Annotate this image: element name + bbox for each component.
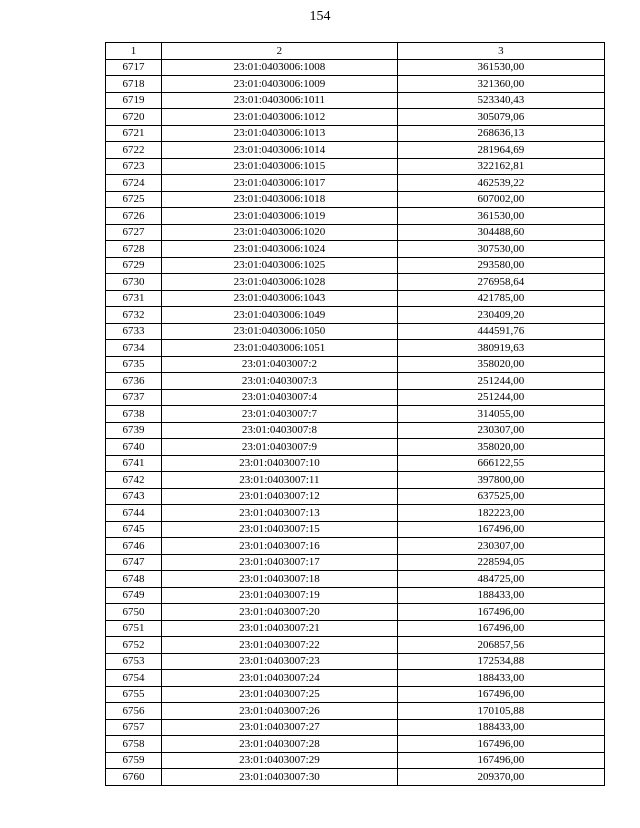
- cell-row-number: 6744: [106, 505, 162, 522]
- cell-value: 361530,00: [397, 208, 604, 225]
- cell-value: 167496,00: [397, 752, 604, 769]
- header-row: [106, 43, 605, 60]
- cell-value: 397800,00: [397, 472, 604, 489]
- cell-row-number: 6726: [106, 208, 162, 225]
- cell-value: 251244,00: [397, 389, 604, 406]
- cell-value: 307530,00: [397, 241, 604, 258]
- cell-row-number: 6727: [106, 224, 162, 241]
- table-row: [106, 653, 605, 670]
- table-row: [106, 109, 605, 126]
- cell-value: 666122,55: [397, 455, 604, 472]
- cell-value: 314055,00: [397, 406, 604, 423]
- cell-cadastral-number: 23:01:0403006:1019: [162, 208, 398, 225]
- cell-row-number: 6729: [106, 257, 162, 274]
- cell-value: 251244,00: [397, 373, 604, 390]
- cell-cadastral-number: 23:01:0403007:30: [162, 769, 398, 786]
- cell-row-number: 6742: [106, 472, 162, 489]
- cell-cadastral-number: 23:01:0403007:9: [162, 439, 398, 456]
- cell-cadastral-number: 23:01:0403006:1012: [162, 109, 398, 126]
- cell-cadastral-number: 23:01:0403007:19: [162, 587, 398, 604]
- cell-value: 206857,56: [397, 637, 604, 654]
- table-row: [106, 736, 605, 753]
- table-row: [106, 505, 605, 522]
- table-row: [106, 224, 605, 241]
- cell-value: 322162,81: [397, 158, 604, 175]
- table-row: [106, 703, 605, 720]
- table-row: [106, 340, 605, 357]
- table-row: [106, 208, 605, 225]
- cell-value: 358020,00: [397, 356, 604, 373]
- cell-value: 167496,00: [397, 604, 604, 621]
- table-row: [106, 604, 605, 621]
- table-row: [106, 587, 605, 604]
- cell-cadastral-number: 23:01:0403007:7: [162, 406, 398, 423]
- cell-row-number: 6737: [106, 389, 162, 406]
- table-row: [106, 373, 605, 390]
- table-row: [106, 59, 605, 76]
- table-row: [106, 356, 605, 373]
- cell-row-number: 6751: [106, 620, 162, 637]
- cell-row-number: 6739: [106, 422, 162, 439]
- cell-row-number: 6757: [106, 719, 162, 736]
- cell-cadastral-number: 23:01:0403007:20: [162, 604, 398, 621]
- cell-row-number: 6734: [106, 340, 162, 357]
- cell-row-number: 6743: [106, 488, 162, 505]
- cell-row-number: 6721: [106, 125, 162, 142]
- cell-value: 170105,88: [397, 703, 604, 720]
- cell-value: 230307,00: [397, 538, 604, 555]
- table-row: [106, 274, 605, 291]
- cell-cadastral-number: 23:01:0403007:26: [162, 703, 398, 720]
- cell-cadastral-number: 23:01:0403007:29: [162, 752, 398, 769]
- table-row: [106, 752, 605, 769]
- cell-cadastral-number: 23:01:0403007:11: [162, 472, 398, 489]
- cell-row-number: 6735: [106, 356, 162, 373]
- cell-row-number: 6748: [106, 571, 162, 588]
- cell-value: 172534,88: [397, 653, 604, 670]
- cell-value: 361530,00: [397, 59, 604, 76]
- cell-value: 358020,00: [397, 439, 604, 456]
- cell-row-number: 6747: [106, 554, 162, 571]
- table-row: [106, 719, 605, 736]
- cell-value: 321360,00: [397, 76, 604, 93]
- cell-cadastral-number: 23:01:0403006:1049: [162, 307, 398, 324]
- cell-value: 209370,00: [397, 769, 604, 786]
- table-row: [106, 670, 605, 687]
- table-row: [106, 686, 605, 703]
- cell-row-number: 6733: [106, 323, 162, 340]
- cell-row-number: 6749: [106, 587, 162, 604]
- cell-value: 607002,00: [397, 191, 604, 208]
- cell-cadastral-number: 23:01:0403006:1014: [162, 142, 398, 159]
- cell-row-number: 6728: [106, 241, 162, 258]
- cell-value: 484725,00: [397, 571, 604, 588]
- cell-row-number: 6725: [106, 191, 162, 208]
- table-row: [106, 307, 605, 324]
- cell-row-number: 6754: [106, 670, 162, 687]
- table-row: [106, 142, 605, 159]
- cell-row-number: 6740: [106, 439, 162, 456]
- cell-row-number: 6719: [106, 92, 162, 109]
- cell-cadastral-number: 23:01:0403007:23: [162, 653, 398, 670]
- table-row: [106, 571, 605, 588]
- cell-value: 167496,00: [397, 620, 604, 637]
- table-row: [106, 257, 605, 274]
- column-header-number: 1: [106, 43, 162, 60]
- cell-cadastral-number: 23:01:0403007:4: [162, 389, 398, 406]
- cell-row-number: 6720: [106, 109, 162, 126]
- cell-value: 167496,00: [397, 736, 604, 753]
- cell-cadastral-number: 23:01:0403007:13: [162, 505, 398, 522]
- column-header-cadastral-number: 2: [162, 43, 398, 60]
- cell-value: 462539,22: [397, 175, 604, 192]
- cell-row-number: 6730: [106, 274, 162, 291]
- table-row: [106, 241, 605, 258]
- cell-cadastral-number: 23:01:0403006:1013: [162, 125, 398, 142]
- cell-row-number: 6722: [106, 142, 162, 159]
- table-row: [106, 554, 605, 571]
- cell-cadastral-number: 23:01:0403006:1015: [162, 158, 398, 175]
- cell-cadastral-number: 23:01:0403007:12: [162, 488, 398, 505]
- table-row: [106, 158, 605, 175]
- cell-cadastral-number: 23:01:0403006:1028: [162, 274, 398, 291]
- cell-value: 188433,00: [397, 670, 604, 687]
- cell-row-number: 6724: [106, 175, 162, 192]
- table-row: [106, 521, 605, 538]
- cell-cadastral-number: 23:01:0403006:1020: [162, 224, 398, 241]
- cell-value: 523340,43: [397, 92, 604, 109]
- cell-row-number: 6755: [106, 686, 162, 703]
- cell-value: 230409,20: [397, 307, 604, 324]
- page-number: 154: [309, 9, 331, 24]
- cell-cadastral-number: 23:01:0403007:28: [162, 736, 398, 753]
- table-row: [106, 389, 605, 406]
- table-row: [106, 472, 605, 489]
- cell-row-number: 6732: [106, 307, 162, 324]
- cell-cadastral-number: 23:01:0403006:1025: [162, 257, 398, 274]
- cell-row-number: 6723: [106, 158, 162, 175]
- cell-value: 188433,00: [397, 587, 604, 604]
- cadastral-value-table: [105, 42, 605, 786]
- cell-value: 304488,60: [397, 224, 604, 241]
- cell-cadastral-number: 23:01:0403007:17: [162, 554, 398, 571]
- cell-cadastral-number: 23:01:0403006:1008: [162, 59, 398, 76]
- cell-cadastral-number: 23:01:0403006:1009: [162, 76, 398, 93]
- cell-row-number: 6758: [106, 736, 162, 753]
- table-row: [106, 439, 605, 456]
- table-row: [106, 290, 605, 307]
- cell-cadastral-number: 23:01:0403007:21: [162, 620, 398, 637]
- cell-value: 444591,76: [397, 323, 604, 340]
- cell-value: 276958,64: [397, 274, 604, 291]
- table-row: [106, 488, 605, 505]
- table-row: [106, 76, 605, 93]
- cell-cadastral-number: 23:01:0403007:15: [162, 521, 398, 538]
- cell-cadastral-number: 23:01:0403007:25: [162, 686, 398, 703]
- cell-row-number: 6746: [106, 538, 162, 555]
- cell-value: 293580,00: [397, 257, 604, 274]
- table-row: [106, 637, 605, 654]
- cell-row-number: 6752: [106, 637, 162, 654]
- cell-value: 380919,63: [397, 340, 604, 357]
- cell-row-number: 6760: [106, 769, 162, 786]
- cell-cadastral-number: 23:01:0403007:2: [162, 356, 398, 373]
- cell-cadastral-number: 23:01:0403006:1043: [162, 290, 398, 307]
- cell-value: 228594,05: [397, 554, 604, 571]
- cell-value: 637525,00: [397, 488, 604, 505]
- cell-cadastral-number: 23:01:0403006:1051: [162, 340, 398, 357]
- cell-value: 167496,00: [397, 686, 604, 703]
- cell-row-number: 6736: [106, 373, 162, 390]
- cell-cadastral-number: 23:01:0403007:16: [162, 538, 398, 555]
- table-row: [106, 175, 605, 192]
- table-row: [106, 125, 605, 142]
- table-body: [106, 59, 605, 785]
- cell-value: 167496,00: [397, 521, 604, 538]
- table-row: [106, 422, 605, 439]
- cell-value: 305079,06: [397, 109, 604, 126]
- table-row: [106, 406, 605, 423]
- cell-row-number: 6753: [106, 653, 162, 670]
- cell-row-number: 6731: [106, 290, 162, 307]
- column-header-value: 3: [397, 43, 604, 60]
- table-row: [106, 92, 605, 109]
- cell-value: 188433,00: [397, 719, 604, 736]
- table-row: [106, 620, 605, 637]
- cell-row-number: 6745: [106, 521, 162, 538]
- cell-cadastral-number: 23:01:0403007:8: [162, 422, 398, 439]
- cell-cadastral-number: 23:01:0403006:1050: [162, 323, 398, 340]
- cell-row-number: 6741: [106, 455, 162, 472]
- cell-cadastral-number: 23:01:0403006:1024: [162, 241, 398, 258]
- cell-row-number: 6756: [106, 703, 162, 720]
- cell-cadastral-number: 23:01:0403007:27: [162, 719, 398, 736]
- table-row: [106, 538, 605, 555]
- table-row: [106, 769, 605, 786]
- cell-value: 230307,00: [397, 422, 604, 439]
- cell-cadastral-number: 23:01:0403007:22: [162, 637, 398, 654]
- cell-row-number: 6738: [106, 406, 162, 423]
- cell-row-number: 6718: [106, 76, 162, 93]
- cell-cadastral-number: 23:01:0403007:18: [162, 571, 398, 588]
- table-row: [106, 191, 605, 208]
- cell-value: 268636,13: [397, 125, 604, 142]
- cell-value: 421785,00: [397, 290, 604, 307]
- cell-cadastral-number: 23:01:0403007:3: [162, 373, 398, 390]
- cell-cadastral-number: 23:01:0403007:24: [162, 670, 398, 687]
- table-row: [106, 455, 605, 472]
- cell-value: 182223,00: [397, 505, 604, 522]
- table-header: [106, 43, 605, 60]
- cell-cadastral-number: 23:01:0403006:1018: [162, 191, 398, 208]
- cell-row-number: 6717: [106, 59, 162, 76]
- cell-row-number: 6759: [106, 752, 162, 769]
- cell-cadastral-number: 23:01:0403006:1011: [162, 92, 398, 109]
- cell-cadastral-number: 23:01:0403006:1017: [162, 175, 398, 192]
- cell-value: 281964,69: [397, 142, 604, 159]
- table-row: [106, 323, 605, 340]
- cell-cadastral-number: 23:01:0403007:10: [162, 455, 398, 472]
- cell-row-number: 6750: [106, 604, 162, 621]
